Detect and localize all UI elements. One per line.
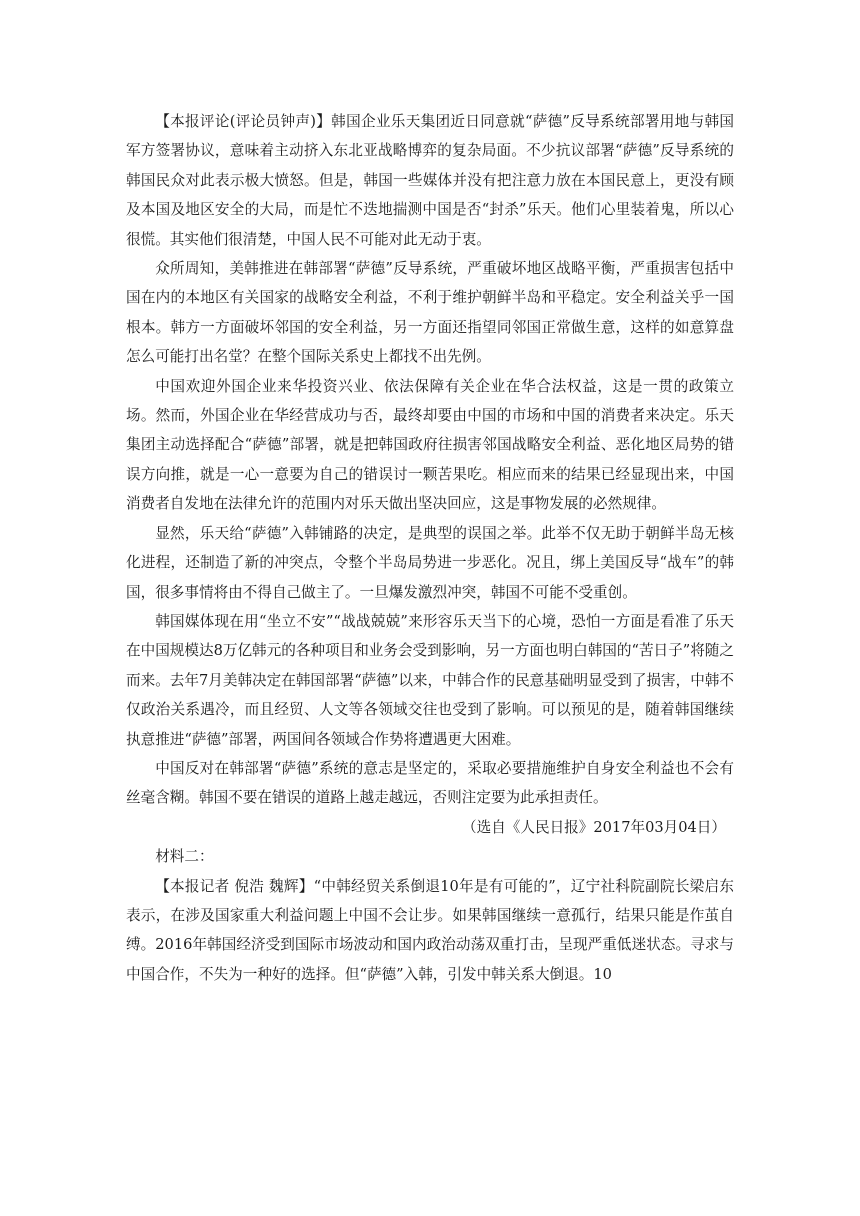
paragraph-editorial-intro: 【本报评论(评论员钟声)】韩国企业乐天集团近日同意就“萨德”反导系统部署用地与韩国军方签署协议，意味着主动挤入东北亚战略博弈的复杂局面。不少抗议部署“萨德”反导系统的韩国民众对此表示极大愤怒。但是，韩国一些媒体并没有把注意力放在本国民意上，更没有顾及本国及地区安全的大局，而是忙不迭地揣测中国是否“封杀”乐天。他们心里装着鬼，所以心很慌。其实他们很清楚，中国人民不可能对此无动于衷。 xyxy=(126,113,734,248)
paragraph-korean-media: 韩国媒体现在用“坐立不安”“战战兢兢”来形容乐天当下的心境，恐怕一方面是看准了乐天在中国规模达8万亿韩元的各种项目和业务会受到影响，另一方面也明白韩国的“苦日子”将随之而来。去年7月美韩决定在韩国部署“萨德”以来，中韩合作的民意基础明显受到了损害，中韩不仅政治关系遇冷，而且经贸、人文等各领域交往也受到了影响。可以预见的是，随着韩国继续执意推进“萨德”部署，两国间各领域合作势将遭遇更大困难。 xyxy=(126,612,734,748)
material-two-label: 材料二： xyxy=(155,848,214,866)
paragraph-china-opposition: 中国反对在韩部署“萨德”系统的意志是坚定的，采取必要措施维护自身安全利益也不会有丝毫含糊。韩国不要在错误的道路上越走越远，否则注定要为此承担责任。 xyxy=(126,759,734,807)
paragraph-foreign-enterprise: 中国欢迎外国企业来华投资兴业、依法保障有关企业在华合法权益，这是一贯的政策立场。然而，外国企业在华经营成功与否，最终却要由中国的市场和中国的消费者来决定。乐天集团主动选择配合“萨德”部署，就是把韩国政府往损害邻国战略安全利益、恶化地区局势的错误方向推，就是一心一意要为自己的错误讨一颗苦果吃。相应而来的结果已经显现出来，中国消费者自发地在法律允许的范围内对乐天做出坚决回应，这是事物发展的必然规律。 xyxy=(126,377,734,513)
paragraph-strategic-balance: 众所周知，美韩推进在韩部署“萨德”反导系统，严重破坏地区战略平衡，严重损害包括中国在内的本地区有关国家的战略安全利益，不利于维护朝鲜半岛和平稳定。安全利益关乎一国根本。韩方一方面破坏邻国的安全利益，另一方面还指望同邻国正常做生意，这样的如意算盘怎么可能打出名堂？在整个国际关系史上都找不出先例。 xyxy=(126,260,734,366)
paragraph-lotte-decision: 显然，乐天给“萨德”入韩铺路的决定，是典型的误国之举。此举不仅无助于朝鲜半岛无核化进程，还制造了新的冲突点，令整个半岛局势进一步恶化。况且，绑上美国反导“战车”的韩国，很多事情将由不得自己做主了。一旦爆发激烈冲突，韩国不可能不受重创。 xyxy=(126,524,734,601)
paragraph-material-two: 【本报记者 倪浩 魏辉】“中韩经贸关系倒退10年是有可能的”，辽宁社科院副院长梁启东表示，在涉及国家重大利益问题上中国不会让步。如果韩国继续一意孤行，结果只能是作茧自缚。2016年韩国经济受到国际市场波动和国内政治动荡双重打击，呈现严重低迷状态。寻求与中国合作，不失为一种好的选择。但“萨德”入韩，引发中韩关系大倒退。10 xyxy=(126,877,734,983)
source-citation: （选自《人民日报》2017年03月04日） xyxy=(462,818,726,836)
